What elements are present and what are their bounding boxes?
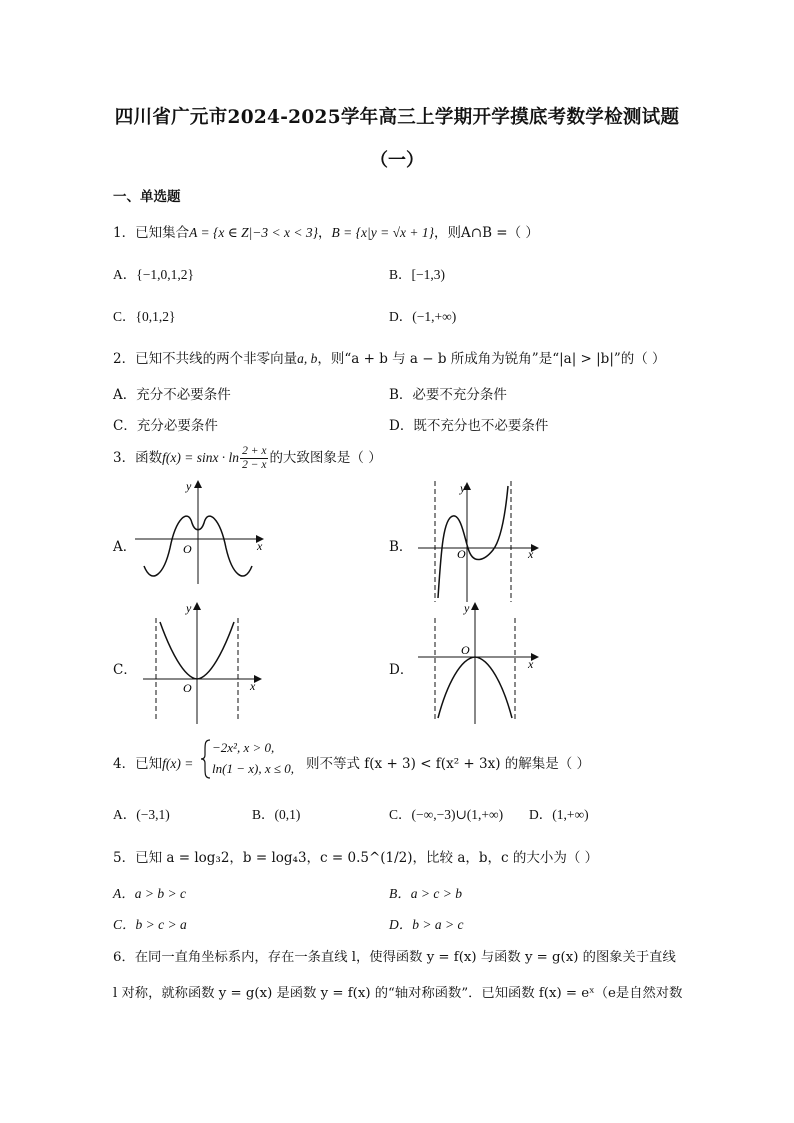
q1-set-b: B = {x|y = √x + 1} xyxy=(331,225,435,240)
q3-ask: 的大致图象是（ ） xyxy=(269,450,382,466)
y-label: y xyxy=(460,481,466,495)
q3-option-a-label[interactable]: A． xyxy=(113,539,137,555)
q4-option-a[interactable]: A．(−3,1) xyxy=(113,807,170,822)
q3-option-c-label[interactable]: C． xyxy=(113,662,137,678)
q3-stem-text: 3．函数 xyxy=(113,450,163,466)
origin-label: O xyxy=(183,681,192,695)
q5-option-a[interactable]: A．a > b > c xyxy=(113,886,186,901)
question-2-stem xyxy=(113,347,666,367)
y-label: y xyxy=(464,601,470,615)
q2-condition: ，则“a + b 与 a − b 所成角为锐角”是“|a| > |b|”的（ ） xyxy=(317,351,666,367)
question-5-stem: 5．已知 a = log₃2，b = log₄3，c = 0.5^(1/2)，比较 a，b，c 的大小为（ ） xyxy=(113,850,599,866)
origin-label: O xyxy=(183,542,192,556)
question-4-stem xyxy=(113,752,193,772)
q1-set-a: A = {x ∈ Z|−3 < x < 3} xyxy=(189,225,319,240)
q5-option-b[interactable]: B．a > c > b xyxy=(389,886,462,901)
q3-graph-a[interactable] xyxy=(130,478,270,586)
q1-ask: ，则A∩B =（ ） xyxy=(434,225,539,241)
y-label: y xyxy=(186,601,192,615)
q2-option-a[interactable]: A．充分不必要条件 xyxy=(113,387,231,403)
q4-option-c[interactable]: C．(−∞,−3)∪(1,+∞) xyxy=(389,807,504,822)
q1-stem-text: 1．已知集合 xyxy=(113,225,190,241)
q1-option-b[interactable]: B．[−1,3) xyxy=(389,267,445,282)
q2-stem-text: 2．已知不共线的两个非零向量 xyxy=(113,351,298,367)
question-6-line-2: l 对称，就称函数 y = g(x) 是函数 y = f(x) 的“轴对称函数”．已知函数 f(x) = eˣ（e是自然对数 xyxy=(113,986,683,1001)
q4-ask: 则不等式 f(x + 3) < f(x² + 3x) 的解集是（ ） xyxy=(306,756,591,772)
q5-option-c[interactable]: C．b > c > a xyxy=(113,917,187,932)
q4-case-2: ln(1 − x), x ≤ 0, xyxy=(212,761,294,776)
q4-case-1: −2x², x > 0, xyxy=(212,740,275,755)
q1-option-a[interactable]: A．{−1,0,1,2} xyxy=(113,267,194,282)
section-heading: 一、单选题 xyxy=(113,189,181,205)
question-1-stem xyxy=(113,221,539,241)
q5-option-d[interactable]: D．b > a > c xyxy=(389,917,464,932)
q3-function: f(x) = sinx · ln xyxy=(162,450,240,465)
origin-label: O xyxy=(461,643,470,657)
q2-option-c[interactable]: C．充分必要条件 xyxy=(113,418,218,434)
page-title: 四川省广元市2024-2025学年高三上学期开学摸底考数学检测试题 xyxy=(114,107,680,128)
q1-option-c[interactable]: C．{0,1,2} xyxy=(113,309,176,324)
question-6-line-1: 6．在同一直角坐标系内，存在一条直线 l，使得函数 y = f(x) 与函数 y = g(x) 的图象关于直线 xyxy=(113,950,676,965)
q3-graph-c[interactable] xyxy=(140,600,270,726)
q1-option-d[interactable]: D．(−1,+∞) xyxy=(389,309,457,324)
q3-option-d-label[interactable]: D． xyxy=(389,662,414,678)
q3-graph-d[interactable] xyxy=(415,600,545,726)
q3-fraction xyxy=(240,445,268,472)
q2-option-b[interactable]: B．必要不充分条件 xyxy=(389,387,507,403)
page-subtitle: （一） xyxy=(370,150,424,171)
q3-graph-b[interactable] xyxy=(415,478,545,604)
y-label: y xyxy=(186,479,192,493)
q3-option-b-label[interactable]: B． xyxy=(389,539,413,555)
x-label: x xyxy=(528,657,534,671)
q2-vectors: a, b xyxy=(297,351,318,366)
q3-fraction-denominator: 2 − x xyxy=(242,459,267,471)
q4-option-b[interactable]: B．(0,1) xyxy=(252,807,301,822)
q1-separator: ， xyxy=(318,225,332,241)
q4-brace xyxy=(200,738,212,780)
q4-option-d[interactable]: D．(1,+∞) xyxy=(529,807,589,822)
x-label: x xyxy=(257,539,263,553)
x-label: x xyxy=(528,547,534,561)
x-label: x xyxy=(250,679,256,693)
q4-stem-text: 4．已知 xyxy=(113,756,163,772)
q2-option-d[interactable]: D．既不充分也不必要条件 xyxy=(389,418,549,434)
origin-label: O xyxy=(457,547,466,561)
question-3-stem xyxy=(113,445,382,472)
q3-fraction-numerator: 2 + x xyxy=(242,445,267,457)
q4-function: f(x) = xyxy=(162,756,194,771)
curve xyxy=(438,486,508,598)
